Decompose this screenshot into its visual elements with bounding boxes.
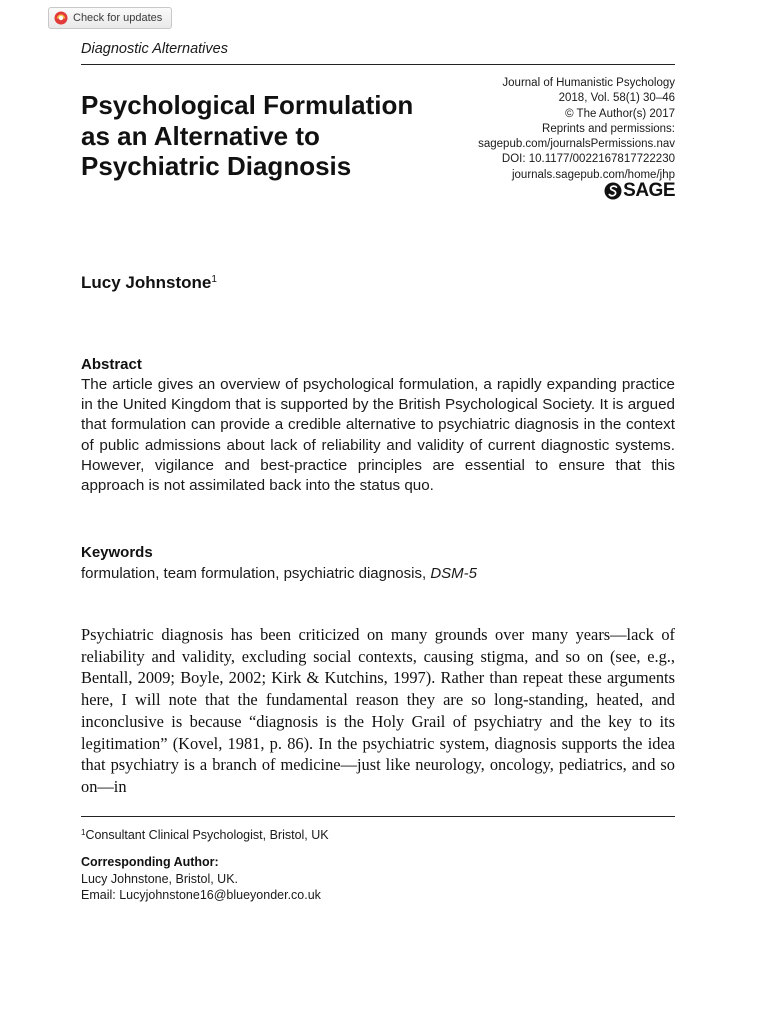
crossmark-icon xyxy=(54,11,68,25)
author-name xyxy=(81,273,217,293)
header-divider xyxy=(81,64,675,65)
journal-home-link[interactable]: journals.sagepub.com/home/jhp xyxy=(511,168,675,181)
journal-copyright: © The Author(s) 2017 xyxy=(565,107,675,120)
journal-volume: 2018, Vol. 58(1) 30–46 xyxy=(558,92,675,105)
section-label: Diagnostic Alternatives xyxy=(81,41,228,57)
abstract-heading: Abstract xyxy=(81,356,142,373)
permissions-link[interactable]: sagepub.com/journalsPermissions.nav xyxy=(478,138,675,151)
affiliation-text: Consultant Clinical Psychologist, Bristol, UK xyxy=(85,828,329,842)
article-title: Psychological Formulation as an Alternative to Psychiatric Diagnosis xyxy=(81,90,414,181)
corresponding-author-name: Lucy Johnstone, Bristol, UK. xyxy=(81,872,239,886)
abstract-text: The article gives an overview of psychological formulation, a rapidly expanding practice in the United Kingdom that is supported by the British Psychological Society. It is argued that formulation can provide a credible alternative to psychiatric diagnosis in the context of public admissions about lack of reliability and validity of current diagnostic systems. However, vigilance and best-practice principles are essential to ensure that this approach is not assimilated back into the status quo. xyxy=(81,376,675,495)
author-name-text: Lucy Johnstone xyxy=(81,273,212,292)
journal-doi[interactable]: DOI: 10.1177/0022167817722230 xyxy=(501,153,675,166)
publisher-name: SAGE xyxy=(623,180,675,201)
journal-reprints: Reprints and permissions: xyxy=(542,122,675,135)
affiliation xyxy=(81,828,329,842)
body-paragraph: Psychiatric diagnosis has been criticized on many grounds over many years—lack of reliability and validity, excluding social contexts, causing stigma, and so on (see, e.g., Bentall, 2009; Boyle, 2002; Kirk & Kutchins, 1997). Rather than repeat these arguments here, I will note that the fundamental reason they are so long-standing, heated, and inconclusive is because “diagnosis is the Holy Grail of psychiatry and the key to its legitimation” (Kovel, 1981, p. 86). In the psychiatric system, diagnosis supports the idea that psychiatry is a branch of medicine—just like neurology, oncology, pediatrics, and so on—in xyxy=(81,625,675,796)
keywords-plain: formulation, team formulation, psychiatric diagnosis, xyxy=(81,565,431,582)
journal-info xyxy=(478,76,675,183)
publisher-logo xyxy=(604,180,675,202)
check-for-updates-button[interactable] xyxy=(48,7,172,29)
keywords-list xyxy=(81,565,477,582)
keywords-italic: DSM-5 xyxy=(430,565,477,582)
corresponding-author-heading: Corresponding Author: xyxy=(81,855,219,869)
affiliation-mark: 1 xyxy=(81,828,86,837)
journal-name: Journal of Humanistic Psychology xyxy=(502,77,675,89)
footnote-divider xyxy=(81,816,675,817)
corresponding-author-email[interactable]: Email: Lucyjohnstone16@blueyonder.co.uk xyxy=(81,888,321,902)
check-for-updates-label: Check for updates xyxy=(73,12,163,24)
sage-logo-icon xyxy=(604,182,622,200)
keywords-heading: Keywords xyxy=(81,544,153,561)
author-footnote-mark: 1 xyxy=(211,274,217,285)
